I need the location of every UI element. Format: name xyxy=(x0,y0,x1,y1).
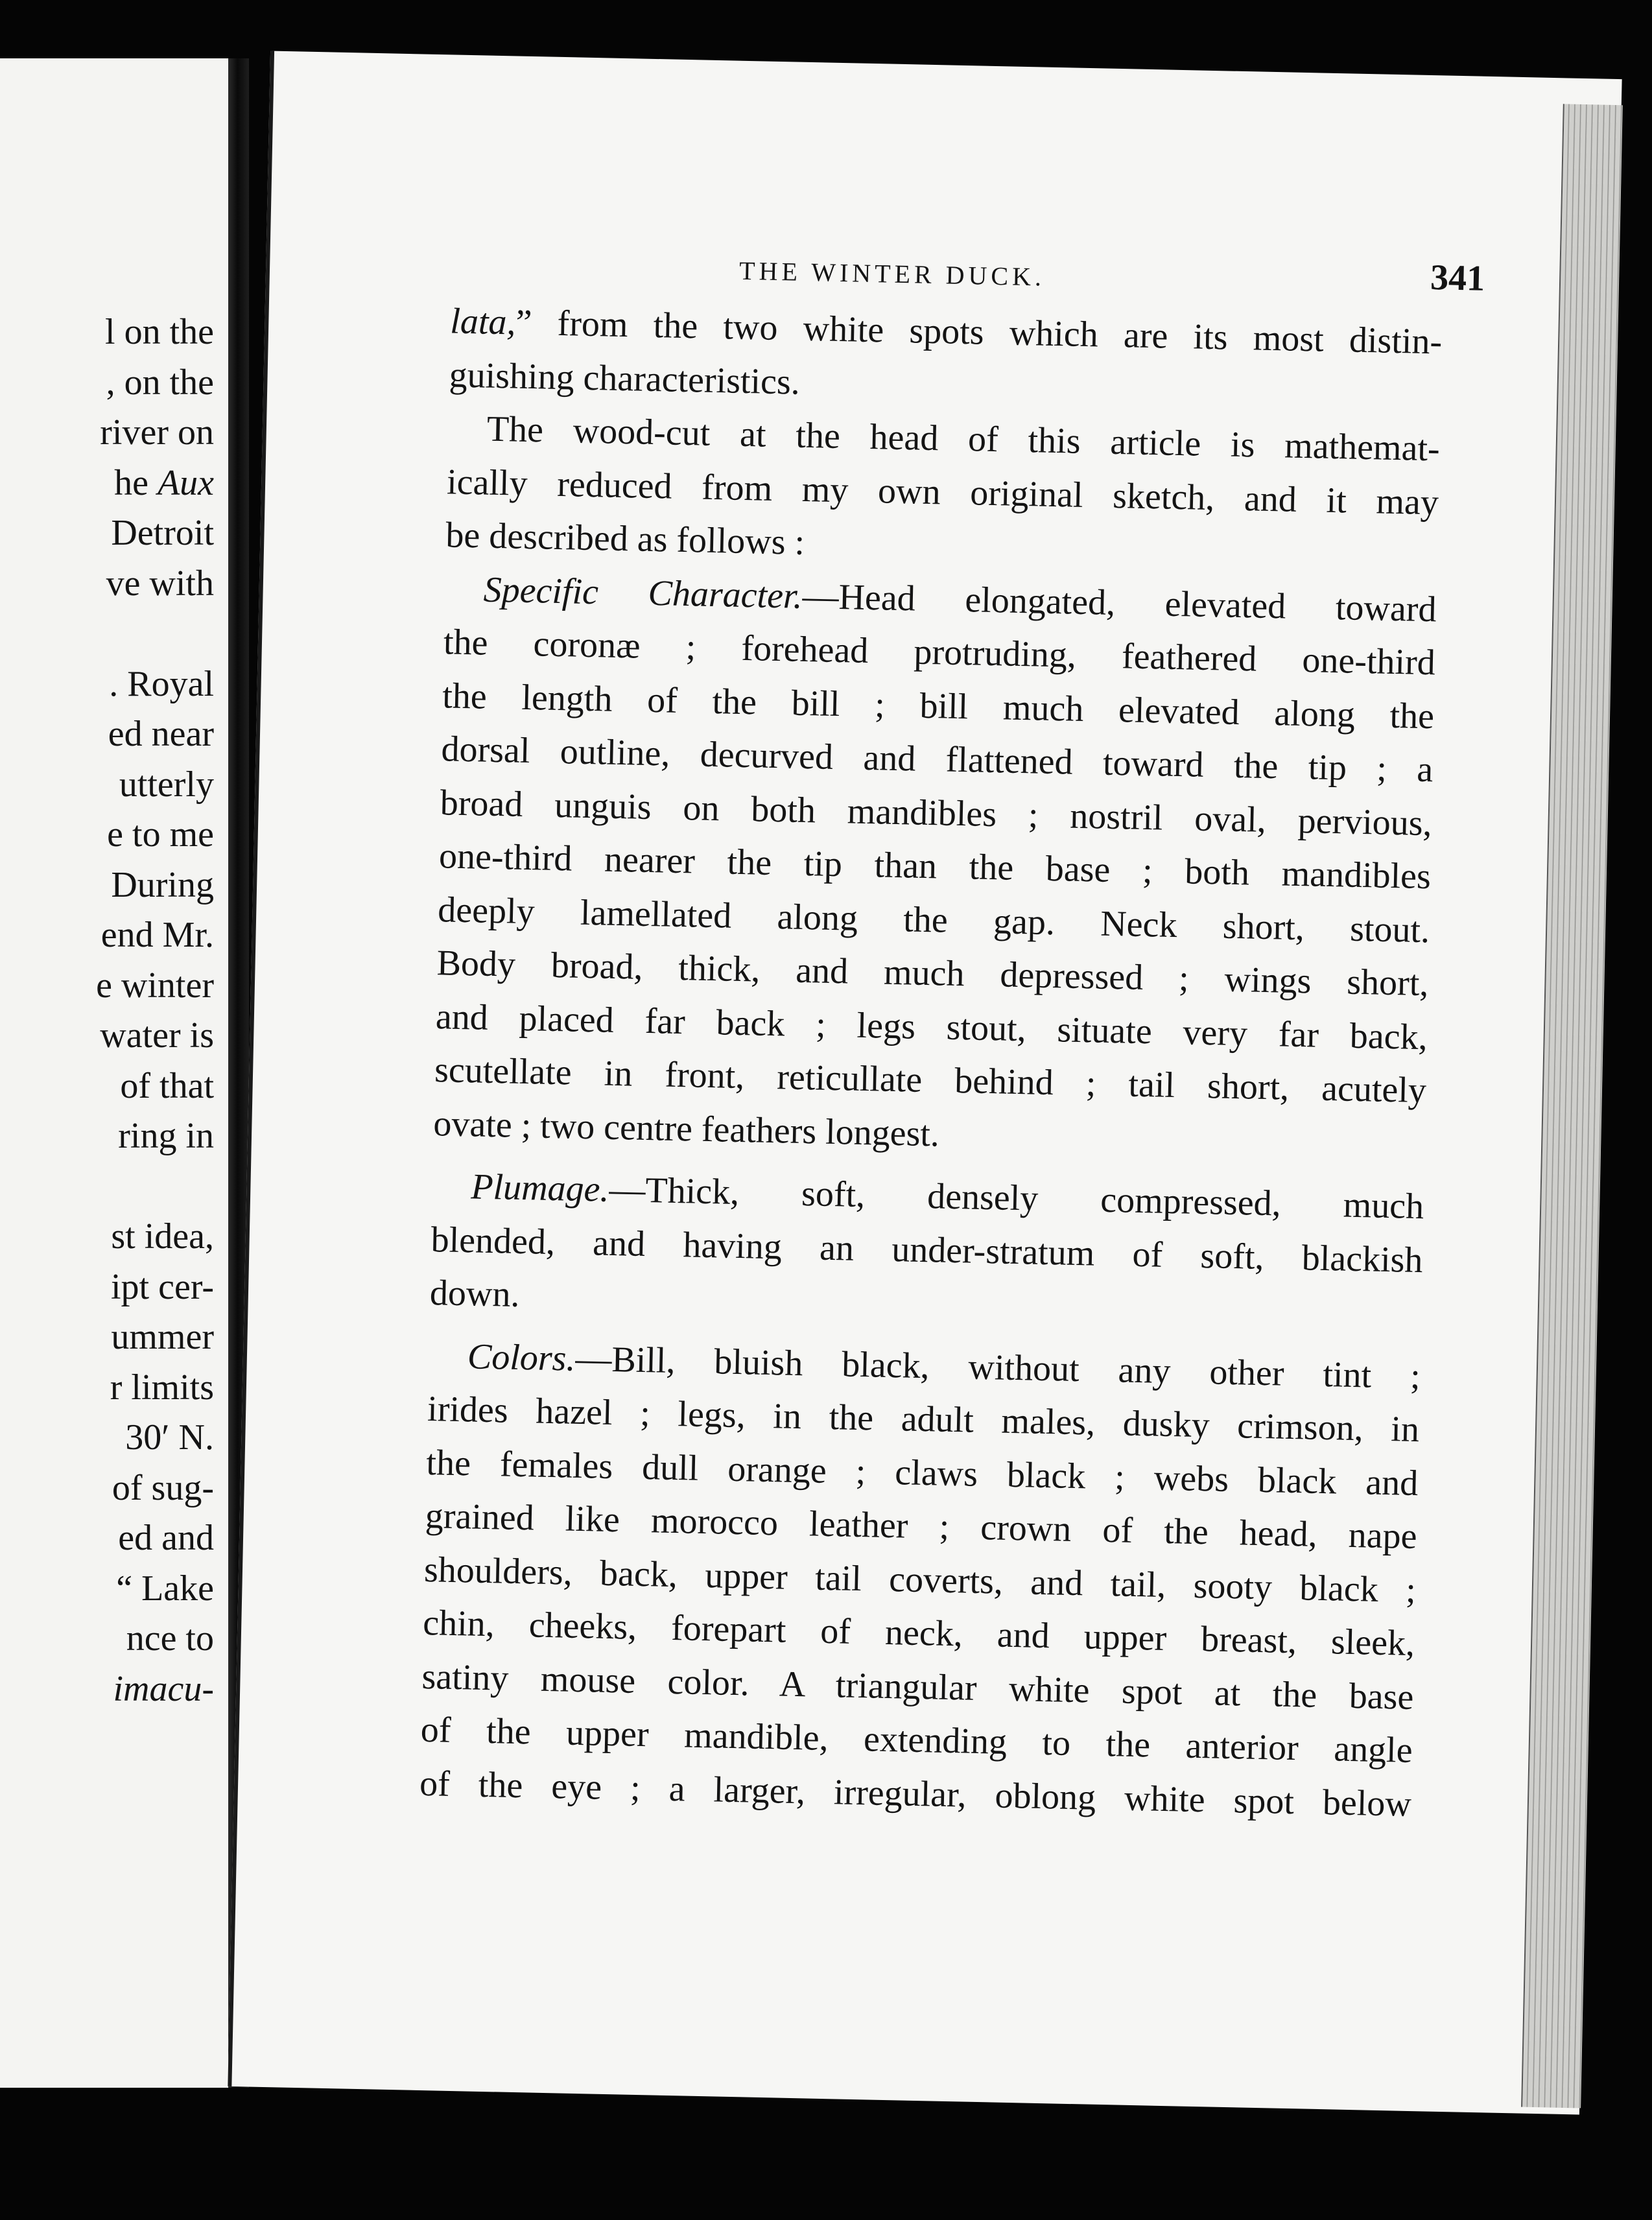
line-text: broad unguis on both mandibles ; nostril oval, pervious, xyxy=(440,782,1433,844)
left-page-fragment xyxy=(0,58,228,2088)
left-line-italic: Aux xyxy=(157,462,214,503)
italic-lead: Colors. xyxy=(467,1336,576,1379)
line-text: the coronæ ; forehead protruding, feathered one-third xyxy=(443,622,1436,683)
italic-lead: Plumage. xyxy=(470,1166,610,1210)
left-page-line: Detroit xyxy=(111,513,214,553)
left-page-line: . Royal xyxy=(109,663,214,704)
left-page-line: utterly xyxy=(119,764,214,805)
left-page-line: ed and xyxy=(118,1518,214,1558)
left-page-line: water is xyxy=(100,1015,214,1056)
line-text: chin, cheeks, forepart of neck, and upper breast, sleek, xyxy=(422,1602,1415,1664)
page-number: 341 xyxy=(1430,257,1485,299)
line-text: irides hazel ; legs, in the adult males, dusky crimson, in xyxy=(427,1389,1420,1450)
left-line-text: he xyxy=(114,462,158,503)
line-text: dorsal outline, decurved and flattened toward the tip ; a xyxy=(440,729,1434,790)
line-text: blended, and having an under-stratum of soft, blackish xyxy=(431,1219,1424,1281)
line-text: —Head elongated, elevated toward xyxy=(801,576,1437,630)
line-text: —Bill, bluish black, without any other tint ; xyxy=(574,1338,1421,1397)
italic-lead: Specific Character. xyxy=(483,569,803,617)
running-head: THE WINTER DUCK. xyxy=(738,255,1046,292)
line-text: ovate ; two centre feathers longest. xyxy=(432,1103,940,1154)
left-page-line: of sug- xyxy=(112,1467,214,1508)
left-page-line: “ Lake xyxy=(116,1568,214,1609)
line-text: grained like morocco leather ; crown of the head, nape xyxy=(425,1496,1418,1557)
line-text: Body broad, thick, and much depressed ; wings short, xyxy=(436,943,1430,1004)
line-text: ” from the two white spots which are its most distin- xyxy=(515,302,1443,362)
line-text: down. xyxy=(429,1273,521,1315)
italic-lead: lata, xyxy=(449,301,517,343)
line-text: of the upper mandible, extending to the anterior angle xyxy=(420,1709,1413,1771)
right-page xyxy=(228,51,1622,2115)
line-text: one-third nearer the tip than the base ; both mandibles xyxy=(438,836,1432,897)
left-page-line: e winter xyxy=(96,965,214,1006)
left-page-line: ve with xyxy=(106,563,214,604)
left-page-line: imacu- xyxy=(113,1668,214,1709)
left-page-line: r limits xyxy=(110,1367,214,1408)
line-text: the females dull orange ; claws black ; webs black and xyxy=(425,1442,1419,1504)
line-text: scutellate in front, reticullate behind ; tail short, acutely xyxy=(434,1050,1427,1111)
left-page-line: 30′ N. xyxy=(125,1417,214,1458)
left-page-line: end Mr. xyxy=(100,915,214,955)
left-page-line: , on the xyxy=(106,362,214,403)
left-page-line: During xyxy=(111,864,214,905)
page-edges xyxy=(1521,104,1623,2108)
left-page-line: ipt cer- xyxy=(110,1266,214,1307)
line-text: ically reduced from my own original sketch, and it may xyxy=(446,461,1439,523)
left-page-line: nce to xyxy=(126,1618,214,1659)
left-page-line: of that xyxy=(120,1065,214,1106)
line-text: The wood-cut at the head of this article is mathemat- xyxy=(486,408,1441,469)
left-page-line: e to me xyxy=(107,814,214,855)
left-page-line: st idea, xyxy=(111,1216,214,1257)
line-text: and placed far back ; legs stout, situate very far back, xyxy=(435,996,1428,1057)
left-page-line xyxy=(114,462,214,504)
line-text: —Thick, soft, densely compressed, much xyxy=(608,1169,1424,1227)
line-text: satiny mouse color. A triangular white spot at the base xyxy=(421,1656,1414,1718)
left-page-line: ring in xyxy=(118,1116,214,1156)
left-page-line: ummer xyxy=(111,1317,214,1357)
line-text: the length of the bill ; bill much elevated along the xyxy=(442,675,1435,737)
line-text: deeply lamellated along the gap. Neck short, stout. xyxy=(437,889,1430,951)
line-text: be described as follows : xyxy=(445,515,805,563)
line-text: of the eye ; a larger, irregular, oblong white spot below xyxy=(419,1763,1412,1824)
body-text xyxy=(419,294,1443,1831)
line-text: shoulders, back, upper tail coverts, and tail, sooty black ; xyxy=(423,1549,1417,1611)
left-page-line: l on the xyxy=(105,312,214,352)
line-text: guishing characteristics. xyxy=(449,354,801,403)
left-page-line: ed near xyxy=(108,714,214,754)
left-page-line: river on xyxy=(100,412,214,453)
